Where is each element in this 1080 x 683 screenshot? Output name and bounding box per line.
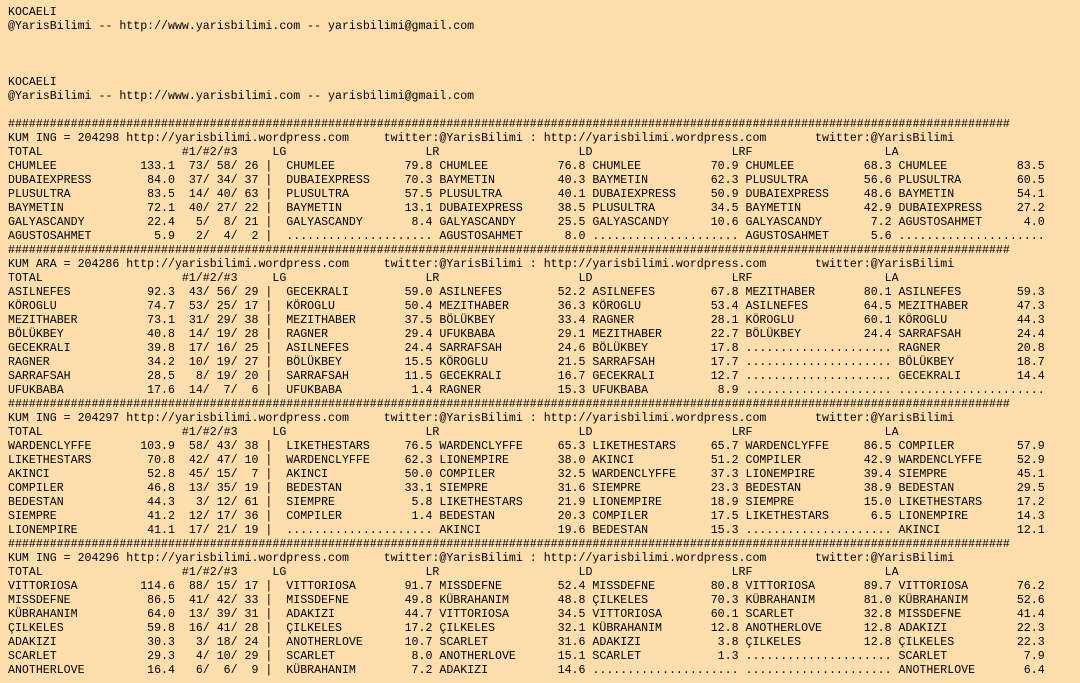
table-row: MISSDEFNE 86.5 41/ 42/ 33 | MISSDEFNE 49.8 KÜBRAHANIM 48.8 ÇILKELES 70.3 KÜBRAHANIM 81.0 KÜBRAHANIM 52.6 (8, 594, 1045, 607)
table-row: ADAKIZI 30.3 3/ 18/ 24 | ANOTHERLOVE 10.7 SCARLET 31.6 ADAKIZI 3.8 ÇILKELES 12.8 ÇILKELES 22.3 (8, 636, 1045, 649)
column-header: TOTAL #1/#2/#3 LG LR LD LRF LA (8, 272, 899, 285)
separator-line: ################################################################################################################################################ (8, 538, 1010, 551)
table-row: PLUSULTRA 83.5 14/ 40/ 63 | PLUSULTRA 57.5 PLUSULTRA 40.1 DUBAIEXPRESS 50.9 DUBAIEXPRESS 48.6 BAYMETIN 54.1 (8, 188, 1045, 201)
column-header: TOTAL #1/#2/#3 LG LR LD LRF LA (8, 566, 899, 579)
header-line: KOCAELI (8, 76, 57, 89)
table-row: GALYASCANDY 22.4 5/ 8/ 21 | GALYASCANDY 8.4 GALYASCANDY 25.5 GALYASCANDY 10.6 GALYASCANDY 7.2 AGUSTOSAHMET 4.0 (8, 216, 1045, 229)
header-line: @YarisBilimi -- http://www.yarisbilimi.com -- yarisbilimi@gmail.com (8, 90, 475, 103)
table-row: MEZITHABER 73.1 31/ 29/ 38 | MEZITHABER 37.5 BÖLÜKBEY 33.4 RAGNER 28.1 KÖROGLU 60.1 KÖROGLU 44.3 (8, 314, 1045, 327)
table-row: WARDENCLYFFE 103.9 58/ 43/ 38 | LIKETHESTARS 76.5 WARDENCLYFFE 65.3 LIKETHESTARS 65.7 WARDENCLYFFE 86.5 COMPILER 57.9 (8, 440, 1045, 453)
table-row: COMPILER 46.8 13/ 35/ 19 | BEDESTAN 33.1 SIEMPRE 31.6 SIEMPRE 23.3 BEDESTAN 38.9 BEDESTAN 29.5 (8, 482, 1045, 495)
table-row: BAYMETIN 72.1 40/ 27/ 22 | BAYMETIN 13.1 DUBAIEXPRESS 38.5 PLUSULTRA 34.5 BAYMETIN 42.9 DUBAIEXPRESS 27.2 (8, 202, 1045, 215)
table-row: BEDESTAN 44.3 3/ 12/ 61 | SIEMPRE 5.8 LIKETHESTARS 21.9 LIONEMPIRE 18.9 SIEMPRE 15.0 LIKETHESTARS 17.2 (8, 496, 1045, 509)
header-line (8, 104, 1080, 118)
header-line: @YarisBilimi -- http://www.yarisbilimi.com -- yarisbilimi@gmail.com (8, 20, 475, 33)
table-row: SARRAFSAH 28.5 8/ 19/ 20 | SARRAFSAH 11.5 GECEKRALI 16.7 GECEKRALI 12.7 ..................... GECEKRALI 14.4 (8, 370, 1045, 383)
table-row: AKINCI 52.8 45/ 15/ 7 | AKINCI 50.0 COMPILER 32.5 WARDENCLYFFE 37.3 LIONEMPIRE 39.4 SIEMPRE 45.1 (8, 468, 1045, 481)
table-row: ASILNEFES 92.3 43/ 56/ 29 | GECEKRALI 59.0 ASILNEFES 52.2 ASILNEFES 67.8 MEZITHABER 80.1 ASILNEFES 59.3 (8, 286, 1045, 299)
header-line (8, 34, 1080, 48)
header-line (8, 62, 1080, 76)
table-row: ÇILKELES 59.8 16/ 41/ 28 | ÇILKELES 17.2 ÇILKELES 32.1 KÜBRAHANIM 12.8 ANOTHERLOVE 12.8 ADAKIZI 22.3 (8, 622, 1045, 635)
section-title: KUM ING = 204297 http://yarisbilimi.wordpress.com twitter:@YarisBilimi : http://yarisbilimi.wordpress.com twitter:@YarisBilimi (8, 412, 955, 425)
table-row: UFUKBABA 17.6 14/ 7/ 6 | UFUKBABA 1.4 RAGNER 15.3 UFUKBABA 8.9 ..................... ..................... (8, 384, 1045, 397)
separator-line: ################################################################################################################################################ (8, 398, 1010, 411)
table-row: SIEMPRE 41.2 12/ 17/ 36 | COMPILER 1.4 BEDESTAN 20.3 COMPILER 17.5 LIKETHESTARS 6.5 LIONEMPIRE 14.3 (8, 510, 1045, 523)
table-row: BÖLÜKBEY 40.8 14/ 19/ 28 | RAGNER 29.4 UFUKBABA 29.1 MEZITHABER 22.7 BÖLÜKBEY 24.4 SARRAFSAH 24.4 (8, 328, 1045, 341)
table-row: VITTORIOSA 114.6 88/ 15/ 17 | VITTORIOSA 91.7 MISSDEFNE 52.4 MISSDEFNE 80.8 VITTORIOSA 89.7 VITTORIOSA 76.2 (8, 580, 1045, 593)
column-header: TOTAL #1/#2/#3 LG LR LD LRF LA (8, 146, 899, 159)
separator-line: ################################################################################################################################################ (8, 244, 1010, 257)
table-row: RAGNER 34.2 10/ 19/ 27 | BÖLÜKBEY 15.5 KÖROGLU 21.5 SARRAFSAH 17.7 ..................... BÖLÜKBEY 18.7 (8, 356, 1045, 369)
header-line (8, 48, 1080, 62)
header-line: KOCAELI (8, 6, 57, 19)
table-row: LIKETHESTARS 70.8 42/ 47/ 10 | WARDENCLYFFE 62.3 LIONEMPIRE 38.0 AKINCI 51.2 COMPILER 42.9 WARDENCLYFFE 52.9 (8, 454, 1045, 467)
separator-line: ################################################################################################################################################ (8, 118, 1010, 131)
table-row: KÜBRAHANIM 64.0 13/ 39/ 31 | ADAKIZI 44.7 VITTORIOSA 34.5 VITTORIOSA 60.1 SCARLET 32.8 MISSDEFNE 41.4 (8, 608, 1045, 621)
section-title: KUM ING = 204298 http://yarisbilimi.wordpress.com twitter:@YarisBilimi : http://yarisbilimi.wordpress.com twitter:@YarisBilimi (8, 132, 955, 145)
table-row: GECEKRALI 39.8 17/ 16/ 25 | ASILNEFES 24.4 SARRAFSAH 24.6 BÖLÜKBEY 17.8 ..................... RAGNER 20.8 (8, 342, 1045, 355)
table-row: KÖROGLU 74.7 53/ 25/ 17 | KÖROGLU 50.4 MEZITHABER 36.3 KÖROGLU 53.4 ASILNEFES 64.5 MEZITHABER 47.3 (8, 300, 1045, 313)
section-title: KUM ING = 204296 http://yarisbilimi.wordpress.com twitter:@YarisBilimi : http://yarisbilimi.wordpress.com twitter:@YarisBilimi (8, 552, 955, 565)
table-row: DUBAIEXPRESS 84.0 37/ 34/ 37 | DUBAIEXPRESS 70.3 BAYMETIN 40.3 BAYMETIN 62.3 PLUSULTRA 56.6 PLUSULTRA 60.5 (8, 174, 1045, 187)
column-header: TOTAL #1/#2/#3 LG LR LD LRF LA (8, 426, 899, 439)
table-row: CHUMLEE 133.1 73/ 58/ 26 | CHUMLEE 79.8 CHUMLEE 76.8 CHUMLEE 70.9 CHUMLEE 68.3 CHUMLEE 83.5 (8, 160, 1045, 173)
table-row: ANOTHERLOVE 16.4 6/ 6/ 9 | KÜBRAHANIM 7.2 ADAKIZI 14.6 ..................... ..................... ANOTHERLOVE 6.4 (8, 664, 1045, 677)
table-row: SCARLET 29.3 4/ 10/ 29 | SCARLET 8.0 ANOTHERLOVE 15.1 SCARLET 1.3 ..................... SCARLET 7.9 (8, 650, 1045, 663)
section-title: KUM ARA = 204286 http://yarisbilimi.wordpress.com twitter:@YarisBilimi : http://yarisbilimi.wordpress.com twitter:@YarisBilimi (8, 258, 955, 271)
table-row: AGUSTOSAHMET 5.9 2/ 4/ 2 | ..................... AGUSTOSAHMET 8.0 ..................... AGUSTOSAHMET 5.6 ..................... (8, 230, 1045, 243)
table-row: LIONEMPIRE 41.1 17/ 21/ 19 | ..................... AKINCI 19.6 BEDESTAN 15.3 ..................... AKINCI 12.1 (8, 524, 1045, 537)
